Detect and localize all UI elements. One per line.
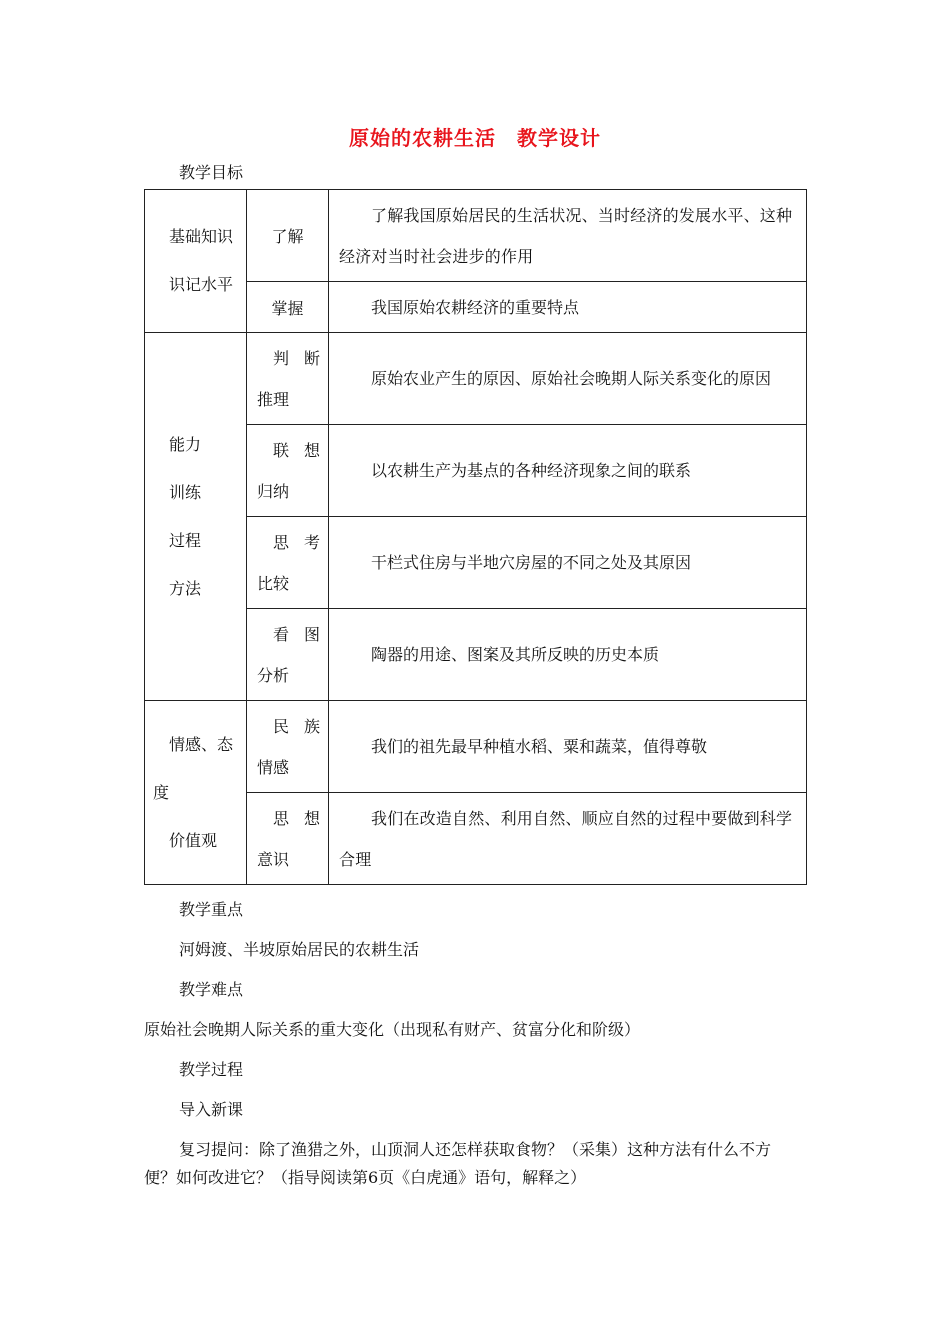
review-question-line-2: 便？如何改进它？（指导阅读第6页《白虎通》语句，解释之） xyxy=(144,1168,587,1187)
sub-label-cell xyxy=(247,333,329,425)
sub-label-char: 民 xyxy=(273,716,290,736)
category-line: 方法 xyxy=(169,578,202,598)
sub-label-char: 思 xyxy=(273,808,290,828)
category-cell xyxy=(145,701,247,885)
category-line: 训练 xyxy=(169,482,202,502)
category-line: 能力 xyxy=(169,434,202,454)
sub-label-char: 图 xyxy=(303,624,320,644)
sub-label-cell xyxy=(247,793,329,885)
objectives-table xyxy=(144,189,807,885)
table-row xyxy=(145,333,807,425)
sub-label-char: 断 xyxy=(303,348,320,368)
category-line: 度 xyxy=(153,782,170,802)
category-line: 识记水平 xyxy=(169,275,234,294)
description-text: 陶器的用途、图案及其所反映的历史本质 xyxy=(371,645,660,664)
description-cell xyxy=(329,333,807,425)
sub-label-cell xyxy=(247,282,329,333)
sub-label-char: 归纳 xyxy=(257,481,290,501)
document-title: 原始的农耕生活 教学设计 xyxy=(349,126,601,150)
description-text: 我们的祖先最早种植水稻、粟和蔬菜，值得尊敬 xyxy=(371,737,708,756)
sub-label-char: 判 xyxy=(273,348,290,368)
category-line: 过程 xyxy=(169,530,202,550)
description-cell xyxy=(329,517,807,609)
table-row xyxy=(145,701,807,793)
category-cell xyxy=(145,190,247,333)
sub-label-char: 分析 xyxy=(257,665,290,685)
sub-label-char: 考 xyxy=(303,532,320,552)
table-row xyxy=(145,190,807,282)
description-cell xyxy=(329,793,807,885)
key-point-text: 河姆渡、半坡原始居民的农耕生活 xyxy=(179,940,420,959)
description-text: 以农耕生产为基点的各种经济现象之间的联系 xyxy=(371,461,692,480)
sub-label-char: 比较 xyxy=(257,573,290,593)
intro-heading: 导入新课 xyxy=(179,1100,244,1119)
sub-label-char: 想 xyxy=(303,440,320,460)
sub-label-char: 情感 xyxy=(257,757,290,777)
sub-label-char: 想 xyxy=(303,808,320,828)
description-cell xyxy=(329,425,807,517)
sub-label-cell xyxy=(247,701,329,793)
sub-label-cell xyxy=(247,609,329,701)
sub-label-char: 意识 xyxy=(257,849,290,869)
sub-label-cell xyxy=(247,190,329,282)
description-text: 我国原始农耕经济的重要特点 xyxy=(371,297,580,317)
sub-label-cell xyxy=(247,425,329,517)
description-text: 了解我国原始居民的生活状况、当时经济的发展水平、这种经济对当时社会进步的作用 xyxy=(339,205,793,266)
category-line: 价值观 xyxy=(169,830,218,850)
difficulty-heading: 教学难点 xyxy=(179,980,244,999)
description-cell xyxy=(329,282,807,333)
description-cell xyxy=(329,190,807,282)
process-heading: 教学过程 xyxy=(179,1060,244,1079)
category-cell xyxy=(145,333,247,701)
sub-label: 掌握 xyxy=(271,298,304,318)
category-line: 情感、态 xyxy=(169,734,234,754)
sub-label-char: 族 xyxy=(303,716,320,736)
sub-label-char: 思 xyxy=(273,532,290,552)
sub-label: 了解 xyxy=(271,227,304,246)
description-text: 干栏式住房与半地穴房屋的不同之处及其原因 xyxy=(371,553,692,572)
description-text: 原始农业产生的原因、原始社会晚期人际关系变化的原因 xyxy=(371,369,772,388)
goals-heading: 教学目标 xyxy=(179,163,244,182)
sub-label-char: 推理 xyxy=(257,389,290,409)
sub-label-char: 联 xyxy=(273,440,290,460)
description-cell xyxy=(329,701,807,793)
difficulty-text: 原始社会晚期人际关系的重大变化（出现私有财产、贫富分化和阶级） xyxy=(144,1020,641,1039)
description-cell xyxy=(329,609,807,701)
key-point-heading: 教学重点 xyxy=(179,900,244,919)
description-text: 我们在改造自然、利用自然、顺应自然的过程中要做到科学合理 xyxy=(339,808,793,869)
review-question-line-1: 复习提问：除了渔猎之外，山顶洞人还怎样获取食物？（采集）这种方法有什么不方 xyxy=(179,1140,772,1159)
sub-label-cell xyxy=(247,517,329,609)
sub-label-char: 看 xyxy=(273,624,290,644)
category-line: 基础知识 xyxy=(169,227,234,246)
